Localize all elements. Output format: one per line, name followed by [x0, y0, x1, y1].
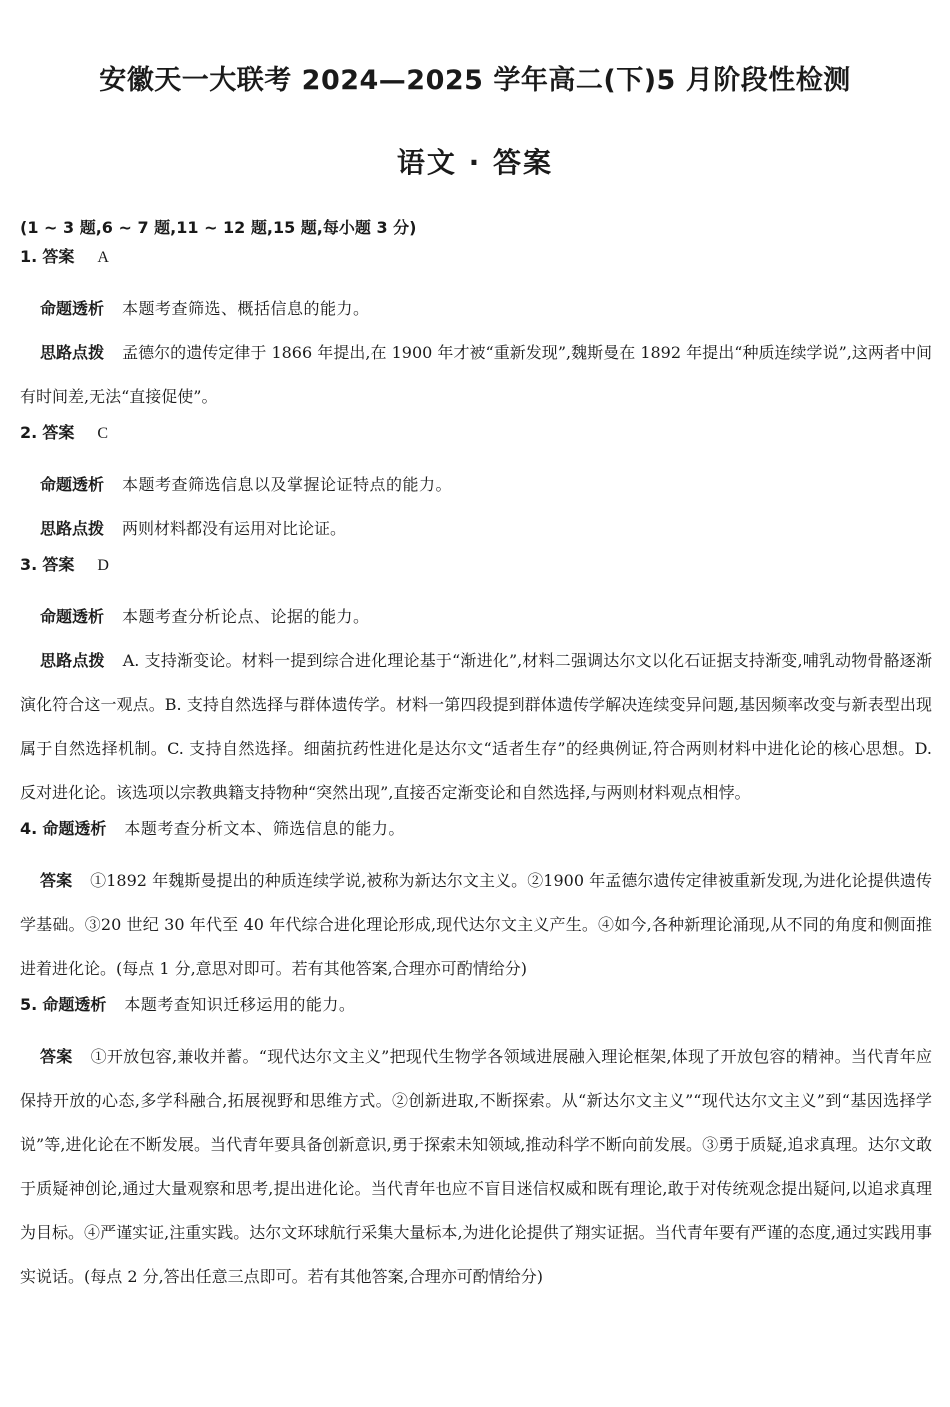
question-3-answer-line	[20, 551, 932, 579]
answer-label: 答案	[40, 1047, 73, 1066]
intent-label: 命题透析	[40, 299, 105, 318]
scoring-note: (1 ~ 3 题,6 ~ 7 题,11 ~ 12 题,15 题,每小题 3 分)	[20, 218, 417, 237]
answer-label: 答案	[42, 555, 75, 574]
question-2-answer-line	[20, 419, 932, 447]
answer-label: 答案	[42, 423, 75, 442]
question-5-intent-line	[20, 991, 932, 1019]
question-4	[20, 815, 932, 991]
question-number: 4.	[20, 819, 38, 838]
answer-text: ①开放包容,兼收并蓄。“现代达尔文主义”把现代生物学各领域进展融入理论框架,体现了开放包容的精神。当代青年应保持开放的心态,多学科融合,拓展视野和思维方式。②创新进取,不断探索。从“新达尔文主义”“现代达尔文主义”到“基因选择学说”等,进化论在不断发展。当代青年要具备创新意识,勇于探索未知领域,推动科学不断向前发展。③勇于质疑,追求真理。达尔文敢于质疑神创论,通过大量观察和思考,提出进化论。当代青年也应不盲目迷信权威和既有理论,敢于对传统观念提出疑问,以追求真理为目标。④严谨实证,注重实践。达尔文环球航行采集大量标本,为进化论提供了翔实证据。当代青年要有严谨的态度,通过实践用事实说话。(每点 2 分,答出任意三点即可。若有其他答案,合理亦可酌情给分)	[20, 1047, 932, 1286]
hint-text: A. 支持渐变论。材料一提到综合进化理论基于“渐进化”,材料二强调达尔文以化石证据支持渐变,哺乳动物骨骼逐渐演化符合这一观点。B. 支持自然选择与群体遗传学。材料一第四段提到群体遗传学解决连续变异问题,基因频率改变与新表型出现属于自然选择机制。C. 支持自然选择。细菌抗药性进化是达尔文“适者生存”的经典例证,符合两则材料中进化论的核心思想。D. 反对进化论。该选项以宗教典籍支持物种“突然出现”,直接否定渐变论和自然选择,与两则材料观点相悖。	[20, 651, 932, 802]
page-subtitle: 语文 · 答案	[396, 146, 554, 179]
intent-label: 命题透析	[42, 819, 107, 838]
hint-text: 孟德尔的遗传定律于 1866 年提出,在 1900 年才被“重新发现”,魏斯曼在 1892 年提出“种质连续学说”,这两者中间有时间差,无法“直接促使”。	[20, 343, 932, 406]
intent-label: 命题透析	[40, 607, 105, 626]
question-4-intent-line	[20, 815, 932, 843]
answer-choice: D	[97, 557, 109, 574]
hint-text: 两则材料都没有运用对比论证。	[122, 519, 347, 538]
question-1	[20, 243, 932, 419]
question-number: 1.	[20, 247, 38, 266]
hint-label: 思路点拨	[40, 519, 105, 538]
question-3-hint	[20, 639, 932, 815]
intent-text: 本题考查知识迁移运用的能力。	[124, 995, 356, 1014]
intent-text: 本题考查分析文本、筛选信息的能力。	[124, 819, 405, 838]
question-1-answer-line	[20, 243, 932, 271]
question-2	[20, 419, 932, 551]
question-3-intent	[20, 595, 932, 639]
question-3	[20, 551, 932, 815]
intent-text: 本题考查筛选、概括信息的能力。	[122, 299, 370, 318]
question-5	[20, 991, 932, 1299]
question-2-intent	[20, 463, 932, 507]
question-1-intent	[20, 287, 932, 331]
answer-label: 答案	[40, 871, 73, 890]
intent-label: 命题透析	[40, 475, 105, 494]
question-number: 3.	[20, 555, 38, 574]
question-number: 2.	[20, 423, 38, 442]
page-title: 安徽天一大联考 2024—2025 学年高二(下)5 月阶段性检测	[99, 65, 851, 96]
intent-text: 本题考查筛选信息以及掌握论证特点的能力。	[122, 475, 453, 494]
question-5-answer	[20, 1035, 932, 1299]
answer-choice: C	[97, 425, 109, 442]
question-2-hint	[20, 507, 932, 551]
answer-list	[20, 243, 932, 1353]
question-4-answer	[20, 859, 932, 991]
question-1-hint	[20, 331, 932, 419]
intent-label: 命题透析	[42, 995, 107, 1014]
hint-label: 思路点拨	[40, 343, 105, 362]
question-number: 5.	[20, 995, 38, 1014]
answer-choice: A	[97, 249, 109, 266]
answer-text: ①1892 年魏斯曼提出的种质连续学说,被称为新达尔文主义。②1900 年孟德尔遗传定律被重新发现,为进化论提供遗传学基础。③20 世纪 30 年代至 40 年代综合进化理论形成,现代达尔文主义产生。④如今,各种新理论涌现,从不同的角度和侧面推进着进化论。(每点 1 分,意思对即可。若有其他答案,合理亦可酌情给分)	[20, 871, 932, 978]
answer-label: 答案	[42, 247, 75, 266]
intent-text: 本题考查分析论点、论据的能力。	[122, 607, 370, 626]
hint-label: 思路点拨	[40, 651, 105, 670]
